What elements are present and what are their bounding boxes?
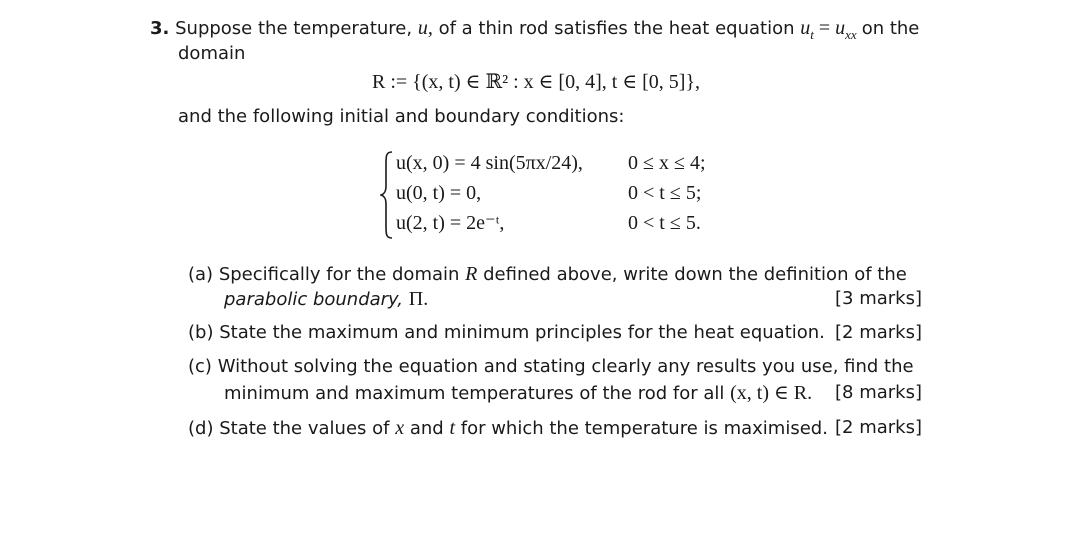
condition-3-eq: u(2, t) = 2e⁻ᵗ, [396, 212, 505, 234]
part-d-line1: (d) State the values of x and t for which the temperature is maximised. [188, 417, 828, 439]
part-b-marks: [2 marks] [835, 322, 922, 343]
condition-2-range: 0 < t ≤ 5; [628, 182, 702, 204]
part-a-line2: parabolic boundary, Π. [224, 288, 429, 310]
condition-2-eq: u(0, t) = 0, [396, 182, 482, 204]
left-brace-icon [380, 150, 394, 240]
part-b-label: (b) [188, 322, 214, 343]
intro-line-2: domain [178, 43, 246, 64]
part-d-label: (d) [188, 418, 214, 439]
part-b-line1: (b) State the maximum and minimum principles for the heat equation. [188, 322, 825, 343]
question-header-line [150, 17, 919, 40]
intro-text-b: of a thin rod satisfies the heat equation [438, 18, 795, 39]
question-number: 3. [150, 18, 170, 39]
part-d-marks: [2 marks] [835, 417, 922, 438]
part-c-line2: minimum and maximum temperatures of the rod for all (x, t) ∈ R. [224, 382, 813, 404]
conditions-intro: and the following initial and boundary conditions: [178, 106, 625, 127]
part-c-label: (c) [188, 356, 212, 377]
condition-3-range: 0 < t ≤ 5. [628, 212, 701, 234]
intro-text-c: on the [861, 18, 920, 39]
condition-1-eq: u(x, 0) = 4 sin(5πx/24), [396, 152, 583, 174]
condition-1-range: 0 ≤ x ≤ 4; [628, 152, 706, 174]
part-a-label: (a) [188, 264, 214, 285]
part-a-line1: (a) Specifically for the domain R defined above, write down the definition of the [188, 263, 907, 285]
part-c-marks: [8 marks] [835, 382, 922, 403]
heat-equation: $u_t = u_{xx}$ [800, 17, 857, 42]
intro-text-a: Suppose the temperature, [175, 18, 413, 39]
part-a-marks: [3 marks] [835, 288, 922, 309]
var-u: u, [417, 17, 433, 39]
part-c-line1: (c) Without solving the equation and stating clearly any results you use, find the [188, 356, 914, 377]
domain-definition: R := {(x, t) ∈ ℝ² : x ∈ [0, 4], t ∈ [0, 5]}, [372, 71, 701, 93]
